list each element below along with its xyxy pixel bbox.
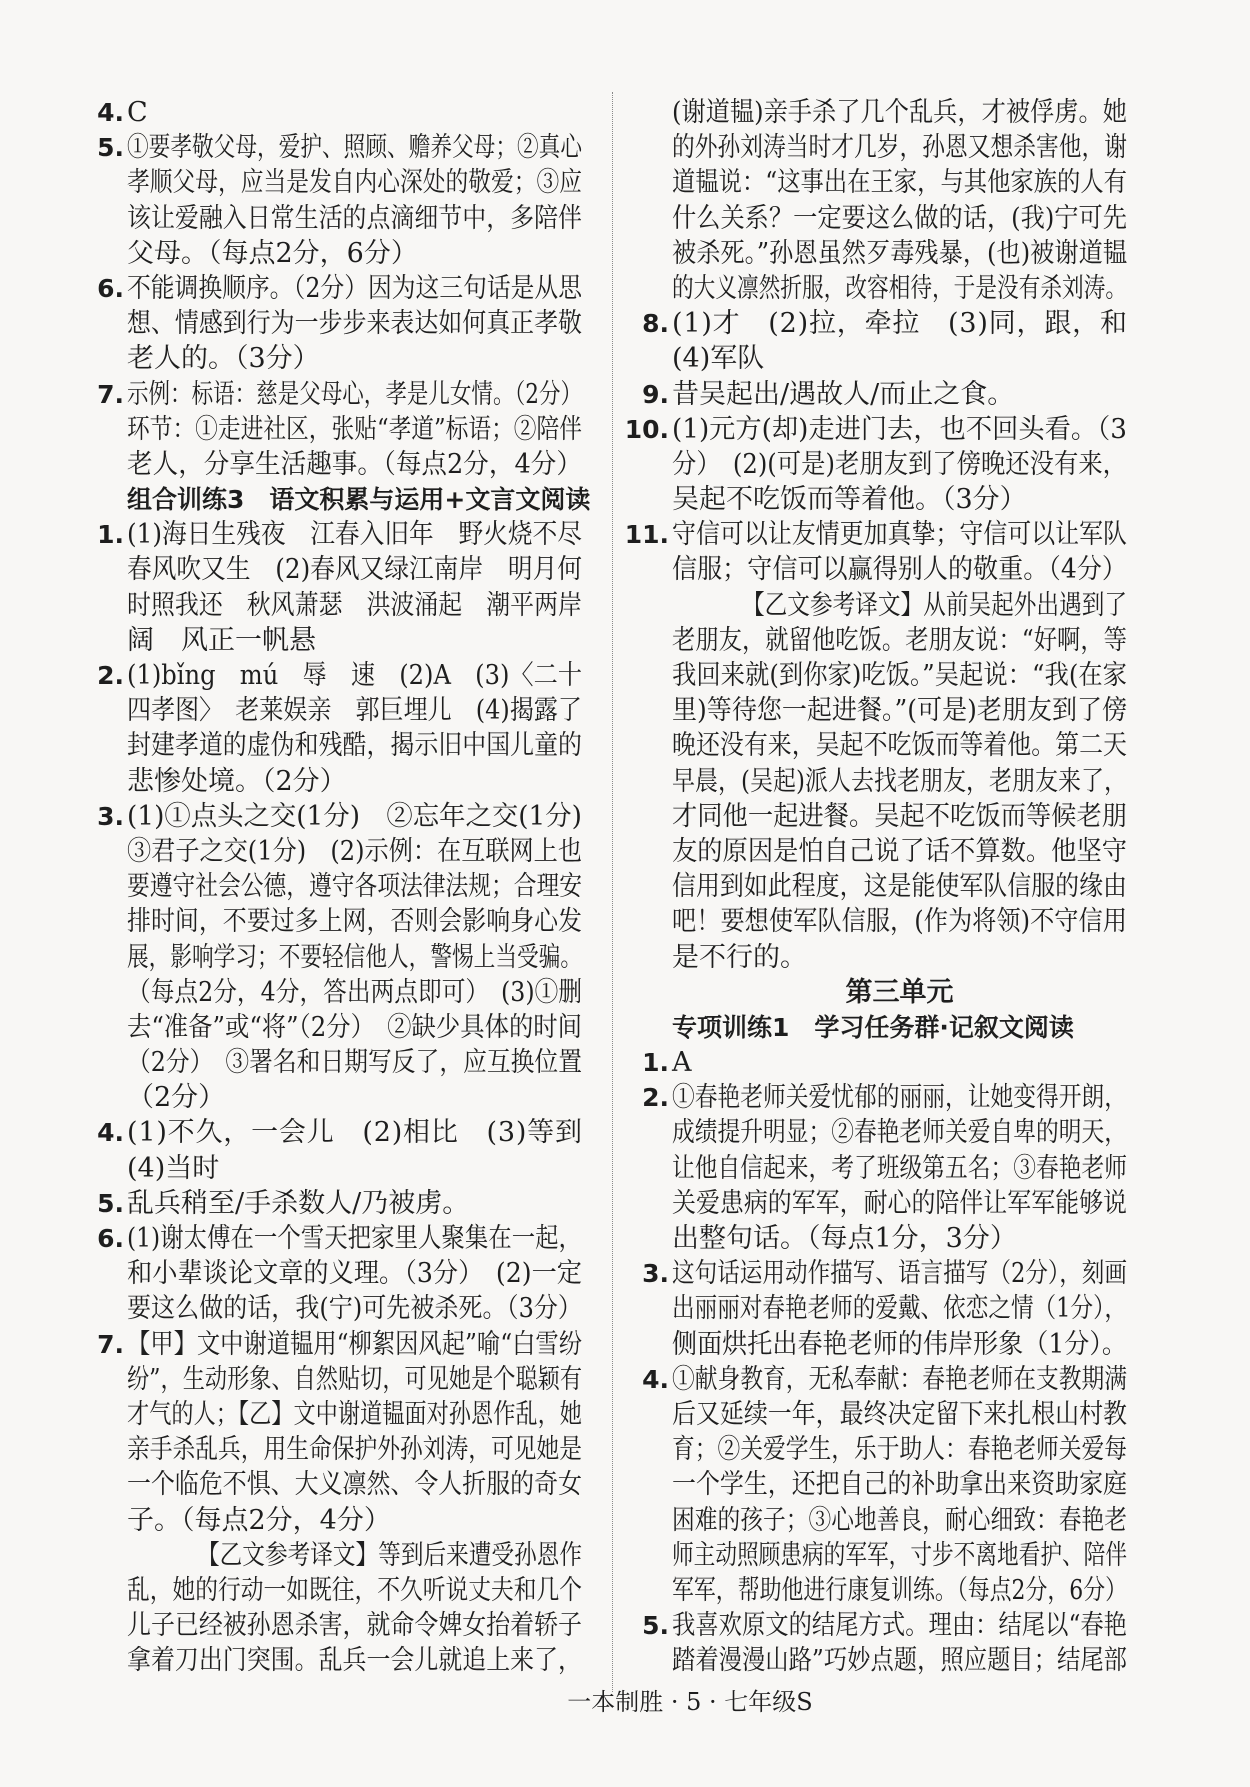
answer-line (672, 1467, 1127, 1502)
answer-line (127, 1573, 582, 1608)
answer-line (672, 799, 1127, 834)
question-number: 3. (642, 1259, 669, 1289)
question-number: 5. (97, 133, 124, 163)
answer-text: 昔吴起出/遇故人/而止之食。 (672, 378, 1015, 410)
answer-line (642, 1080, 1128, 1115)
answer-line (127, 236, 582, 271)
answer-text: 侧面烘托出春艳老师的伟岸形象（1分）。 (672, 1328, 1128, 1360)
answer-text: 老人，分享生活趣事。（每点2分，4分） (127, 448, 583, 480)
question-number: 3. (97, 801, 124, 831)
answer-line (97, 658, 583, 693)
answer-text: 拿着刀出门突围。乱兵一会儿就追上来了， (127, 1645, 582, 1677)
answer-text: 要遵守社会公德，遵守各项法律法规；合理安 (127, 871, 583, 903)
answer-line (642, 1045, 1127, 1080)
answer-line (127, 412, 582, 447)
answer-line (672, 1503, 1127, 1538)
answer-text: 的大义凛然折服，改容相待，于是没有杀刘涛。 (672, 272, 1128, 304)
answer-text: 亲手杀乱兵，用生命保护外孙刘涛，可见她是 (127, 1434, 583, 1466)
answer-line (127, 588, 582, 623)
answer-line (127, 869, 582, 904)
answer-line (127, 623, 582, 658)
answer-text: ①春艳老师关爱忧郁的丽丽，让她变得开朗， (672, 1082, 1128, 1114)
answer-text: 儿子已经被孙恩杀害，就命令婢女抬着轿子 (127, 1610, 582, 1642)
question-number: 1. (642, 1048, 669, 1078)
answer-text: 父母。（每点2分，6分） (127, 237, 418, 269)
answer-text: (1)①点头之交(1分) ②忘年之交(1分) (127, 800, 582, 832)
answer-line (642, 1256, 1128, 1291)
answer-text: 环节：①走进社区，张贴“孝道”标语；②陪伴 (127, 413, 582, 445)
answer-line (672, 1115, 1127, 1150)
answer-line (672, 1397, 1127, 1432)
answer-line (127, 1608, 582, 1643)
answer-text: 老朋友，就留他吃饭。老朋友说：“好啊，等 (672, 624, 1128, 656)
answer-line (672, 1538, 1127, 1573)
answer-line (127, 165, 582, 200)
answer-line (672, 904, 1127, 939)
answer-text: 孝顺父母，应当是发自内心深处的敬爱；③应 (127, 167, 583, 199)
answer-text: 信服；守信可以赢得别人的敬重。（4分） (672, 554, 1128, 586)
answer-line (672, 834, 1127, 869)
answer-line (127, 1467, 582, 1502)
answer-text: (1)bǐng mú 辱 速 (2)A (3)〈二十 (127, 660, 583, 691)
answer-text: (1)海日生残夜 江春入旧年 野火烧不尽 (127, 519, 582, 551)
question-number: 6. (97, 273, 124, 303)
answer-line (642, 1362, 1128, 1397)
answer-line (127, 1643, 582, 1678)
answer-text: 和小辈谈论文章的义理。（3分） (2)一定 (127, 1258, 583, 1290)
answer-line (127, 1291, 582, 1326)
answer-text: 我回来就(到你家)吃饭。”吴起说：“我(在家 (672, 660, 1128, 691)
answer-text: ③君子之交(1分) (2)示例：在互联网上也 (127, 835, 583, 867)
question-number: 2. (642, 1083, 669, 1113)
answer-text: 乱兵稍至/手杀数人/乃被虏。 (127, 1187, 470, 1219)
answer-text: 踏着漫漫山路”巧妙点题，照应题目；结尾部 (672, 1645, 1128, 1677)
answer-text: 四孝图〉 老莱娱亲 郭巨埋儿 (4)揭露了 (127, 695, 582, 727)
answer-line (672, 271, 1127, 306)
answer-line (127, 306, 582, 341)
answer-line (672, 1643, 1127, 1678)
answer-text: 子。（每点2分，4分） (127, 1504, 391, 1536)
answer-text: 排时间，不要过多上网，否则会影响身心发 (127, 906, 582, 938)
question-number: 4. (642, 1364, 669, 1394)
answer-line (672, 1291, 1127, 1326)
answer-line (672, 482, 1127, 517)
answer-text: 师主动照顾患病的军军，寸步不离地看护、陪伴 (672, 1539, 1128, 1571)
answer-line (97, 1115, 583, 1150)
answer-text: (谢道韫)亲手杀了几个乱兵，才被俘虏。她 (672, 97, 1128, 128)
answer-line (642, 306, 1128, 341)
answer-line (672, 1186, 1127, 1221)
answer-text: 一个学生，还把自己的补助拿出来资助家庭 (672, 1469, 1127, 1501)
right-column (624, 95, 1128, 1678)
answer-line (127, 1362, 582, 1397)
answer-line (624, 517, 1127, 552)
answer-line (672, 341, 1127, 376)
answer-line (672, 728, 1127, 763)
answer-line (97, 517, 582, 552)
answer-text: 才同他一起进餐。吴起不吃饭而等候老朋 (672, 800, 1127, 832)
question-number: 10. (624, 414, 669, 444)
answer-text: 的外孙刘涛当时才几岁，孙恩又想杀害他，谢 (672, 132, 1128, 164)
answer-text: 纷”，生动形象、自然贴切，可见她是个聪颖有 (127, 1363, 583, 1395)
answer-line (672, 693, 1127, 728)
answer-text: 【乙文参考译文】等到后来遭受孙恩作 (197, 1539, 583, 1571)
answer-text: （2分） (127, 1082, 226, 1114)
answer-text: (1)谢太傅在一个雪天把家里人聚集在一起， (127, 1223, 582, 1254)
unit-title: 第三单元 (845, 976, 954, 1008)
question-number: 4. (97, 98, 124, 127)
answer-text: 我喜欢原文的结尾方式。理由：结尾以“春艳 (672, 1610, 1128, 1642)
answer-line (624, 412, 1127, 447)
answer-line (127, 552, 582, 587)
answer-line (127, 1045, 582, 1080)
answer-line (97, 95, 582, 130)
answer-text: A (672, 1047, 692, 1079)
answer-line (127, 975, 582, 1010)
answer-line (672, 658, 1127, 693)
answer-line (97, 377, 583, 412)
answer-text: 时照我还 秋风萧瑟 洪波涌起 潮平两岸 (127, 589, 582, 621)
question-number: 11. (624, 520, 669, 550)
answer-line (672, 869, 1127, 904)
answer-text: 军军，帮助他进行康复训练。（每点2分，6分） (672, 1574, 1128, 1606)
answer-text: 乱，她的行动一如既往，不久听说丈夫和几个 (127, 1574, 583, 1606)
answer-line (127, 764, 582, 799)
answer-line (97, 130, 583, 165)
answer-line (127, 904, 582, 939)
question-number: 5. (97, 1188, 124, 1218)
answer-text: 道韫说：“这事出在王家，与其他家族的人有 (672, 167, 1128, 199)
answer-line (97, 271, 582, 306)
answer-text: 育；②关爱学生，乐于助人：春艳老师关爱每 (672, 1434, 1128, 1466)
answer-line (127, 1538, 582, 1573)
answer-line (127, 1432, 582, 1467)
answer-text: 想、情感到行为一步步来表达如何真正孝敬 (127, 308, 582, 340)
answer-line (97, 1186, 582, 1221)
answer-text: 什么关系？一定要这么做的话，(我)宁可先 (672, 202, 1128, 234)
answer-text: (1)元方(却)走进门去，也不回头看。（3 (672, 413, 1127, 445)
answer-line (672, 940, 1127, 975)
answer-line (672, 1432, 1127, 1467)
answer-line (642, 377, 1127, 412)
answer-text: （每点2分，4分，答出两点即可） (3)①删 (127, 976, 583, 1008)
answer-text: 这句话运用动作描写、语言描写（2分），刻画 (672, 1258, 1128, 1290)
answer-line (127, 1080, 582, 1115)
answer-line (672, 588, 1127, 623)
answer-line (127, 728, 582, 763)
answer-text: 一个临危不惧、大义凛然、令人折服的奇女 (127, 1469, 582, 1501)
answer-text: 让他自信起来，考了班级第五名；③春艳老师 (672, 1152, 1128, 1184)
answer-line (127, 1503, 582, 1538)
answer-line (672, 764, 1127, 799)
answer-text: 信用到如此程度，这是能使军队信服的缘由 (672, 871, 1127, 903)
answer-line (127, 1151, 582, 1186)
answer-text: 出丽丽对春艳老师的爱戴、依恋之情（1分）， (672, 1293, 1128, 1325)
answer-line (127, 1010, 582, 1045)
answer-text: 老人的。（3分） (127, 343, 320, 375)
answer-text: (4)军队 (672, 343, 765, 375)
question-number: 8. (642, 309, 669, 339)
answer-line (127, 1256, 582, 1291)
answer-text: 才气的人；【乙】文中谢道韫面对孙恩作乱，她 (127, 1398, 582, 1430)
answer-text: ①要孝敬父母，爱护、照顾、赡养父母；②真心 (127, 132, 583, 164)
answer-line (642, 1608, 1128, 1643)
answer-text: (1)才 (2)拉，牵拉 (3)同，跟，和 (672, 308, 1128, 340)
answer-line (97, 1221, 582, 1256)
question-number: 6. (97, 1224, 124, 1253)
answer-line (672, 201, 1127, 236)
answer-text: 早晨，(吴起)派人去找老朋友，老朋友来了， (672, 765, 1127, 797)
answer-text: 去“准备”或“将”（2分） ②缺少具体的时间 (127, 1011, 583, 1043)
question-number: 9. (642, 379, 669, 409)
answer-text: 晚还没有来，吴起不吃饭而等着他。第二天 (672, 730, 1127, 762)
answer-line (672, 130, 1127, 165)
answer-line (672, 1573, 1127, 1608)
left-column (97, 95, 591, 1678)
answer-text: ①献身教育，无私奉献：春艳老师在支教期满 (672, 1363, 1128, 1395)
question-number: 5. (642, 1611, 669, 1641)
column-divider (612, 92, 613, 1692)
answer-text: 不能调换顺序。（2分）因为这三句话是从思 (127, 272, 582, 304)
answer-text: 悲惨处境。（2分） (127, 765, 347, 797)
answer-line (672, 447, 1127, 482)
answer-text: 困难的孩子；③心地善良，耐心细致：春艳老 (672, 1504, 1128, 1536)
answer-line (127, 693, 582, 728)
question-number: 2. (97, 661, 124, 690)
answer-text: (1)不久，一会儿 (2)相比 (3)等到 (127, 1117, 583, 1149)
answer-line (672, 552, 1127, 587)
answer-line (672, 1327, 1127, 1362)
page-footer: 一本制胜 · 5 · 七年级S (567, 1688, 813, 1716)
section-heading: 组合训练3 语文积累与运用+文言文阅读 (127, 485, 591, 515)
answer-text: 封建孝道的虚伪和残酷，揭示旧中国儿童的 (127, 730, 582, 762)
answer-line (97, 1327, 583, 1362)
answer-text: 【乙文参考译文】从前吴起外出遇到了 (742, 589, 1128, 621)
question-number: 7. (97, 1329, 124, 1359)
answer-text: 展，影响学习；不要轻信他人，警惕上当受骗。 (127, 941, 583, 973)
answer-text: 关爱患病的军军，耐心的陪伴让军军能够说 (672, 1187, 1127, 1219)
answer-text: 示例：标语：慈是父母心，孝是儿女情。（2分） (127, 378, 583, 410)
question-number: 1. (97, 520, 124, 550)
answer-line (127, 201, 582, 236)
answer-text: 成绩提升明显；②春艳老师关爱自卑的明天， (672, 1117, 1128, 1149)
answer-text: 阔 风正一帆悬 (127, 624, 316, 656)
answer-line (97, 799, 582, 834)
answer-text: 里)等待您一起进餐。”(可是)老朋友到了傍 (672, 695, 1128, 727)
answer-text: 【甲】文中谢道韫用“柳絮因风起”喻“白雪纷 (127, 1328, 583, 1360)
answer-line (127, 940, 582, 975)
answer-text: 出整句话。（每点1分，3分） (672, 1223, 1017, 1254)
answer-line (672, 1151, 1127, 1186)
answer-line (672, 236, 1127, 271)
answer-line (127, 834, 582, 869)
answer-line (672, 165, 1127, 200)
answer-text: 春风吹又生 (2)春风又绿江南岸 明月何 (127, 554, 582, 586)
question-number: 4. (97, 1118, 124, 1148)
answer-text: 后又延续一年，最终决定留下来扎根山村教 (672, 1398, 1127, 1430)
answer-text: (4)当时 (127, 1152, 220, 1184)
answer-line (127, 341, 582, 376)
answer-text: C (127, 97, 148, 128)
answer-text: 吴起不吃饭而等着他。（3分） (672, 484, 1027, 516)
answer-text: 该让爱融入日常生活的点滴细节中，多陪伴 (127, 202, 582, 234)
answer-text: 吧！要想使军队信服，(作为将领)不守信用 (672, 906, 1128, 938)
answer-line (127, 447, 582, 482)
answer-line (672, 1221, 1127, 1256)
question-number: 7. (97, 379, 124, 409)
answer-line (672, 95, 1127, 130)
answer-text: 守信可以让友情更加真挚；守信可以让军队 (672, 519, 1127, 551)
answer-text: 友的原因是怕自己说了话不算数。他坚守 (672, 835, 1127, 867)
answer-text: 分） (2)(可是)老朋友到了傍晚还没有来， (672, 448, 1127, 480)
answer-text: 要这么做的话，我(宁)可先被杀死。（3分） (127, 1293, 582, 1325)
answer-text: 是不行的。 (672, 941, 807, 973)
answer-text: （2分） ③署名和日期写反了，应互换位置 (127, 1047, 582, 1079)
section-heading: 专项训练1 学习任务群·记叙文阅读 (672, 1012, 1074, 1042)
answer-text: 被杀死。”孙恩虽然歹毒残暴，(也)被谢道韫 (672, 237, 1128, 269)
answer-line (127, 1397, 582, 1432)
answer-line (672, 623, 1127, 658)
